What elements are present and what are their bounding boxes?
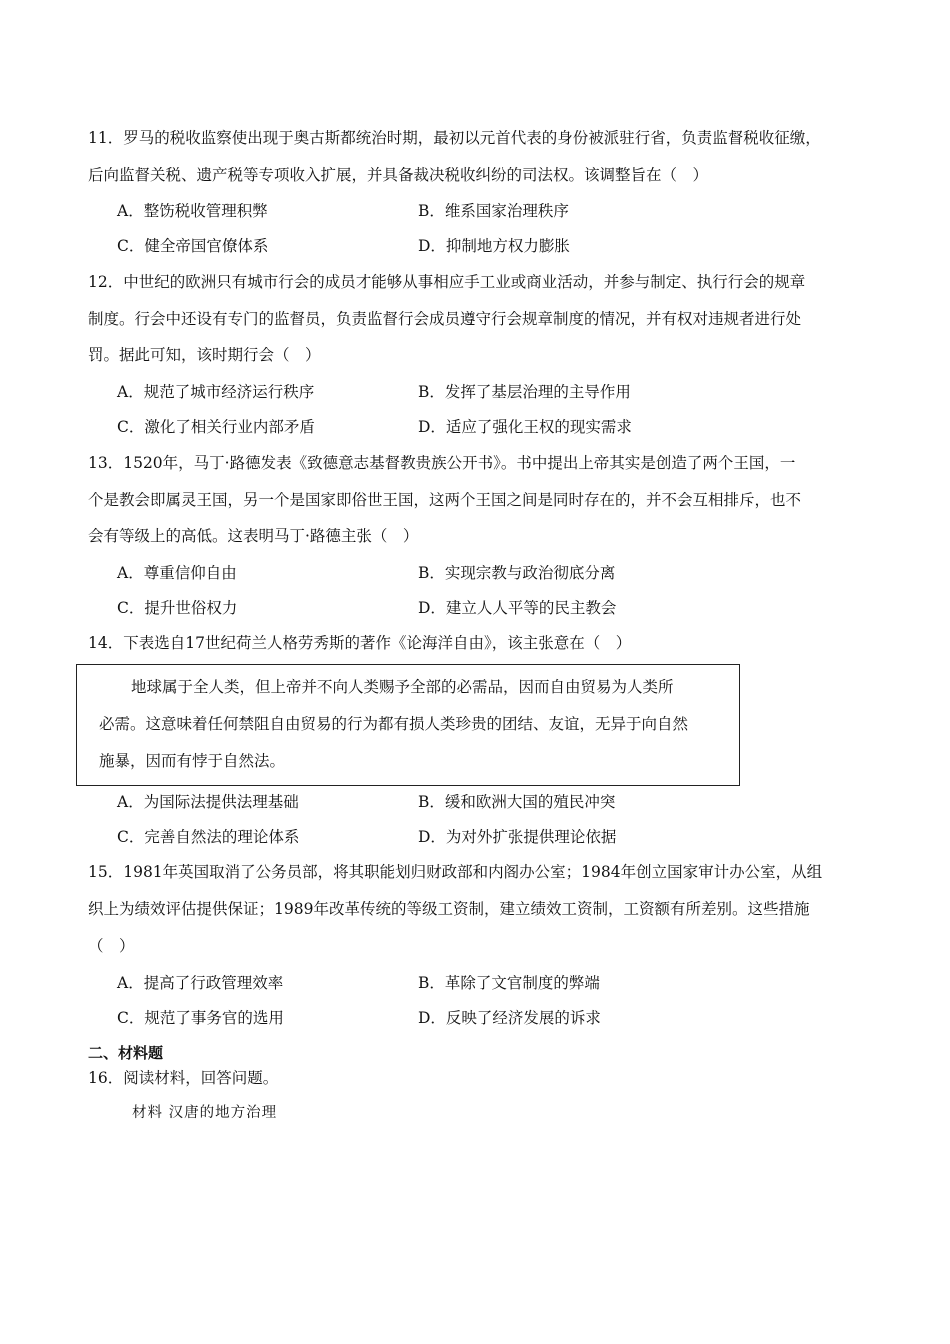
q14-quote-box	[76, 664, 740, 786]
q11-stem-line-2: 后向监督关税、遗产税等专项收入扩展，并具备裁决税收纠纷的司法权。该调整旨在（ ）	[88, 166, 709, 184]
q12-stem-line-3: 罚。据此可知，该时期行会（ ）	[88, 346, 321, 364]
q12-option-d[interactable]: D．适应了强化王权的现实需求	[418, 418, 632, 436]
q13-stem-line-1: 13．1520年，马丁·路德发表《致德意志基督教贵族公开书》。书中提出上帝其实是创造了两个王国，一	[88, 454, 796, 472]
q11-stem-line-1: 11．罗马的税收监察使出现于奥古斯都统治时期，最初以元首代表的身份被派驻行省，负责监督税收征缴，	[88, 129, 821, 147]
q11-option-a[interactable]: A．整饬税收管理积弊	[117, 202, 268, 220]
q15-stem-line-2: 织上为绩效评估提供保证；1989年改革传统的等级工资制，建立绩效工资制，工资额有所差别。这些措施	[88, 900, 810, 918]
q11-option-c[interactable]: C．健全帝国官僚体系	[117, 237, 269, 255]
q12-option-a[interactable]: A．规范了城市经济运行秩序	[117, 383, 315, 401]
q14-option-c[interactable]: C．完善自然法的理论体系	[117, 828, 300, 846]
q15-option-c[interactable]: C．规范了事务官的选用	[117, 1009, 284, 1027]
q15-option-b[interactable]: B．革除了文官制度的弊端	[418, 974, 600, 992]
q15-stem-line-3: （ ）	[88, 937, 135, 955]
q14-quote-line-2: 必需。这意味着任何禁阻自由贸易的行为都有损人类珍贵的团结、友谊，无异于向自然	[99, 715, 689, 733]
section-heading: 二、材料题	[88, 1044, 164, 1062]
q11-option-d[interactable]: D．抑制地方权力膨胀	[418, 237, 570, 255]
q12-stem-line-1: 12．中世纪的欧洲只有城市行会的成员才能够从事相应手工业或商业活动，并参与制定、执行行会的规章	[88, 273, 806, 291]
q13-stem-line-3: 会有等级上的高低。这表明马丁·路德主张（ ）	[88, 527, 419, 545]
q14-option-b[interactable]: B．缓和欧洲大国的殖民冲突	[418, 793, 616, 811]
q12-stem-line-2: 制度。行会中还设有专门的监督员，负责监督行会成员遵守行会规章制度的情况，并有权对违规者进行处	[88, 310, 802, 328]
q14-quote-line-3: 施暴，因而有悖于自然法。	[99, 752, 286, 770]
q13-option-a[interactable]: A．尊重信仰自由	[117, 564, 237, 582]
q14-option-d[interactable]: D．为对外扩张提供理论依据	[418, 828, 617, 846]
q11-option-b[interactable]: B．维系国家治理秩序	[418, 202, 569, 220]
q14-quote-line-1: 地球属于全人类，但上帝并不向人类赐予全部的必需品，因而自由贸易为人类所	[131, 678, 674, 696]
q13-stem-line-2: 个是教会即属灵王国，另一个是国家即俗世王国，这两个王国之间是同时存在的，并不会互相排斥，也不	[88, 491, 802, 509]
q12-option-c[interactable]: C．激化了相关行业内部矛盾	[117, 418, 315, 436]
q13-option-b[interactable]: B．实现宗教与政治彻底分离	[418, 564, 616, 582]
q12-option-b[interactable]: B．发挥了基层治理的主导作用	[418, 383, 631, 401]
q15-stem-line-1: 15．1981年英国取消了公务员部，将其职能划归财政部和内阁办公室；1984年创立国家审计办公室，从组	[88, 863, 823, 881]
q16-stem: 16．阅读材料，回答问题。	[88, 1069, 279, 1087]
q13-option-d[interactable]: D．建立人人平等的民主教会	[418, 599, 617, 617]
q13-option-c[interactable]: C．提升世俗权力	[117, 599, 238, 617]
q15-option-d[interactable]: D．反映了经济发展的诉求	[418, 1009, 601, 1027]
q14-option-a[interactable]: A．为国际法提供法理基础	[117, 793, 299, 811]
q14-stem-line-1: 14．下表选自17世纪荷兰人格劳秀斯的著作《论海洋自由》，该主张意在（ ）	[88, 634, 632, 652]
q15-option-a[interactable]: A．提高了行政管理效率	[117, 974, 284, 992]
material-title: 材料 汉唐的地方治理	[132, 1105, 278, 1121]
